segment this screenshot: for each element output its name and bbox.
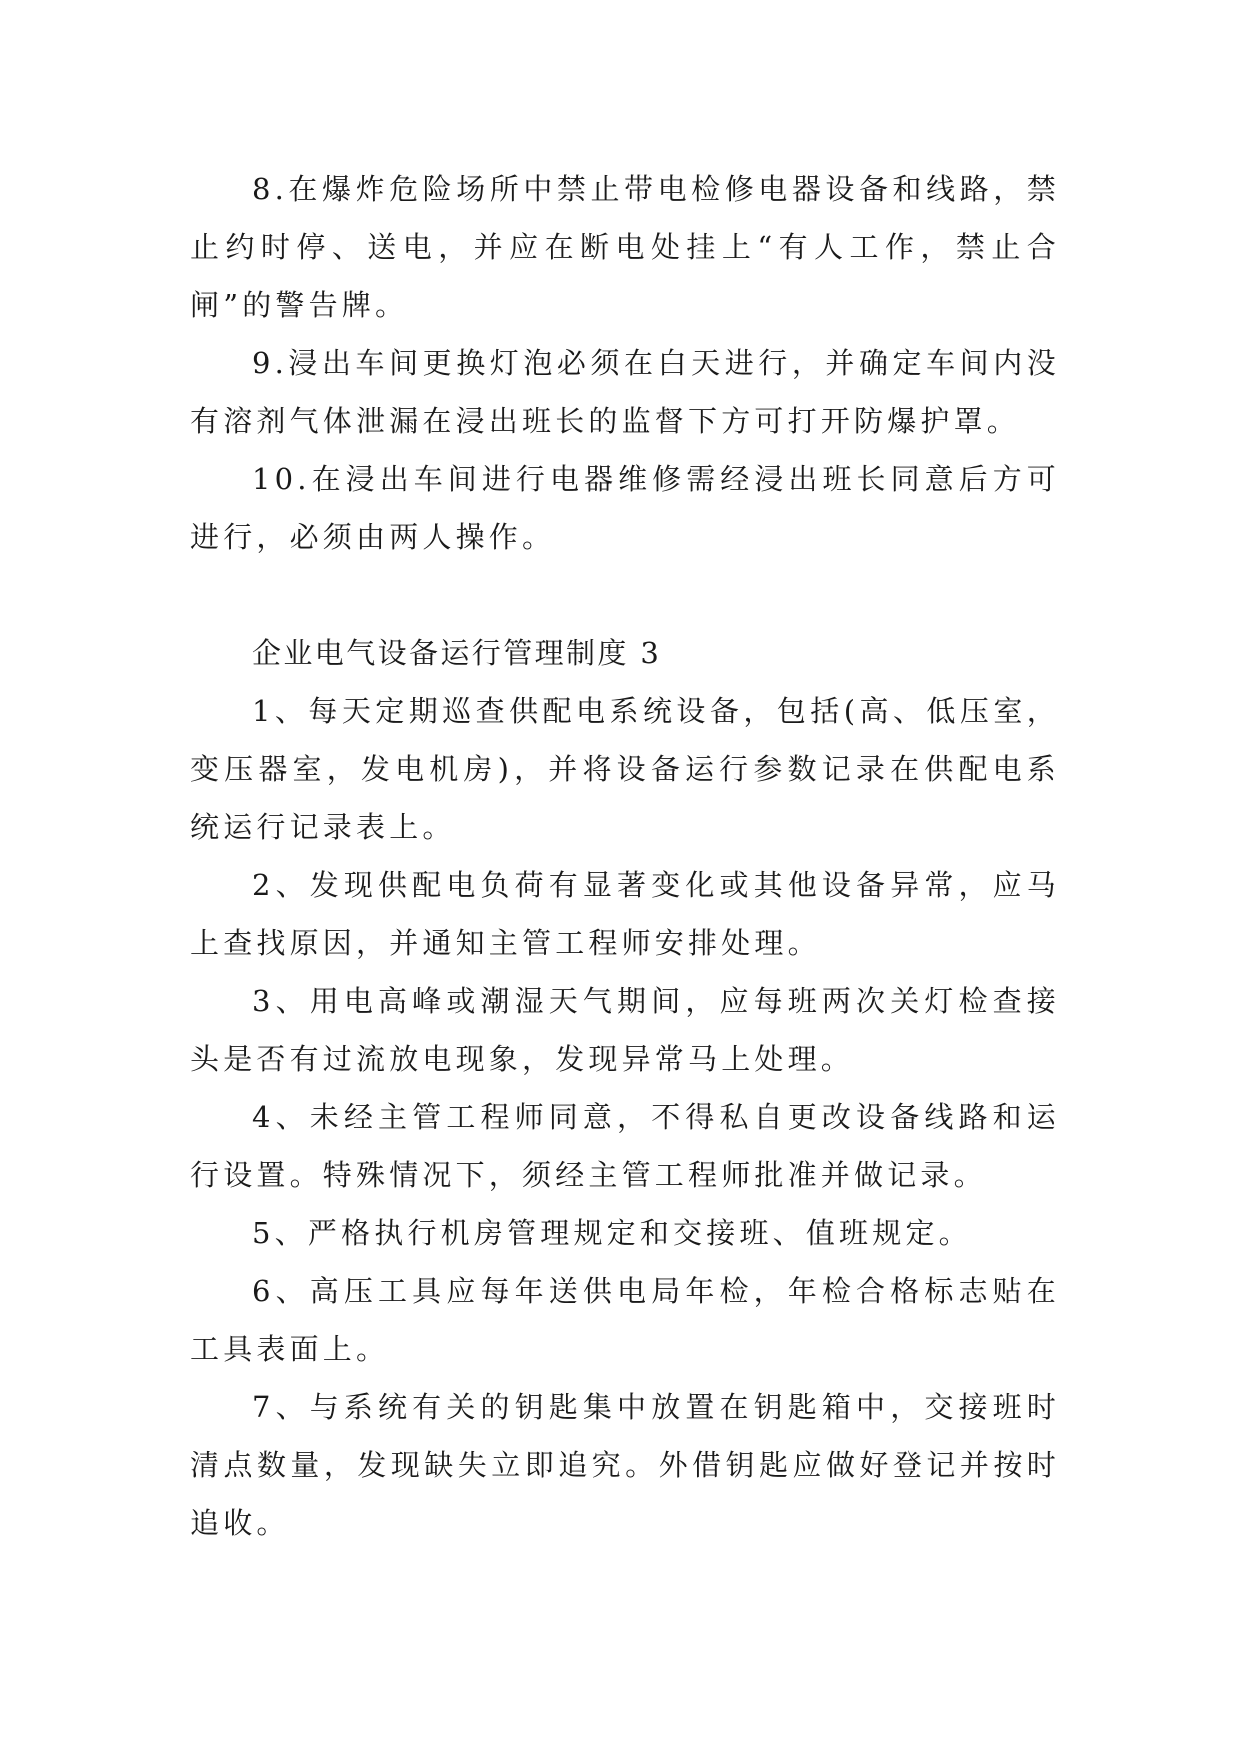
paragraph-8: 8.在爆炸危险场所中禁止带电检修电器设备和线路，禁止约时停、送电，并应在断电处挂上“有人工作，禁止合闸”的警告牌。: [190, 172, 1060, 322]
section-title: 企业电气设备运行管理制度 3: [252, 636, 662, 670]
rule-2: 2、发现供配电负荷有显著变化或其他设备异常，应马上查找原因，并通知主管工程师安排处理。: [190, 868, 1060, 960]
rule-7: 7、与系统有关的钥匙集中放置在钥匙箱中，交接班时清点数量，发现缺失立即追究。外借钥匙应做好登记并按时追收。: [190, 1390, 1060, 1540]
section-spacer: [190, 566, 1060, 624]
rule-1: 1、每天定期巡查供配电系统设备，包括(高、低压室，变压器室，发电机房)，并将设备运行参数记录在供配电系统运行记录表上。: [190, 694, 1060, 844]
document-page: [190, 160, 1060, 1552]
rule-6: 6、高压工具应每年送供电局年检，年检合格标志贴在工具表面上。: [190, 1274, 1060, 1366]
paragraph-9: 9.浸出车间更换灯泡必须在白天进行，并确定车间内没有溶剂气体泄漏在浸出班长的监督下方可打开防爆护罩。: [190, 346, 1060, 438]
rule-3: 3、用电高峰或潮湿天气期间，应每班两次关灯检查接头是否有过流放电现象，发现异常马上处理。: [190, 984, 1060, 1076]
rule-4: 4、未经主管工程师同意，不得私自更改设备线路和运行设置。特殊情况下，须经主管工程师批准并做记录。: [190, 1100, 1060, 1192]
paragraph-10: 10.在浸出车间进行电器维修需经浸出班长同意后方可进行，必须由两人操作。: [190, 462, 1060, 554]
rule-5: 5、严格执行机房管理规定和交接班、值班规定。: [252, 1216, 972, 1250]
